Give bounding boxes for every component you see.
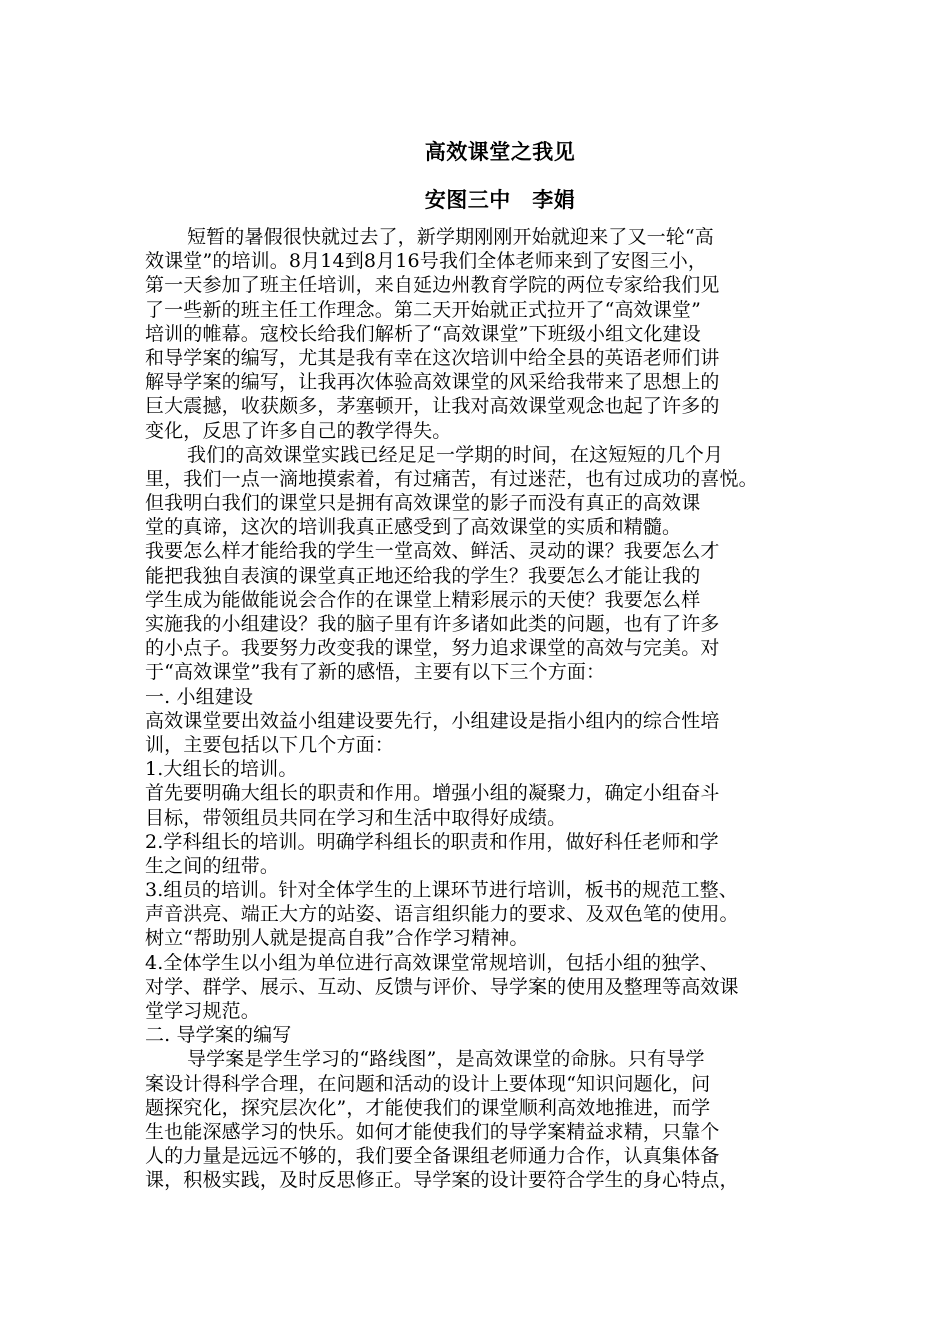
text-line: 一. 小组建设 — [145, 685, 254, 708]
text-line: 堂的真谛，这次的培训我真正感受到了高效课堂的实质和精髓。 — [145, 516, 682, 539]
author-line: 安图三中 李娟 — [424, 188, 576, 212]
text-line: 案设计得科学合理，在问题和活动的设计上要体现“知识问题化，问 — [145, 1072, 711, 1095]
text-line: 人的力量是远远不够的，我们要全备课组老师通力合作，认真集体备 — [145, 1145, 720, 1168]
text-line: 对学、群学、展示、互动、反馈与评价、导学案的使用及整理等高效课 — [145, 975, 739, 998]
text-line: 但我明白我们的课堂只是拥有高效课堂的影子而没有真正的高效课 — [145, 492, 701, 515]
text-line: 里，我们一点一滴地摸索着，有过痛苦，有过迷茫，也有过成功的喜悦。 — [145, 467, 758, 490]
text-line: 于“高效课堂”我有了新的感悟，主要有以下三个方面： — [145, 661, 606, 684]
text-line: 2.学科组长的培训。明确学科组长的职责和作用，做好科任老师和学 — [145, 830, 719, 853]
text-line: 学生成为能做能说会合作的在课堂上精彩展示的天使？我要怎么样 — [145, 588, 701, 611]
text-line: 和导学案的编写，尤其是我有幸在这次培训中给全县的英语老师们讲 — [145, 346, 720, 369]
text-line: 的小点子。我要努力改变我的课堂，努力追求课堂的高效与完美。对 — [145, 637, 720, 660]
text-line: 3.组员的培训。针对全体学生的上课环节进行培训，板书的规范工整、 — [145, 879, 738, 902]
text-line: 能把我独自表演的课堂真正地还给我的学生？我要怎么才能让我的 — [145, 564, 701, 587]
text-line: 树立“帮助别人就是提高自我”合作学习精神。 — [145, 927, 529, 950]
text-line: 训，主要包括以下几个方面： — [145, 733, 394, 756]
text-line: 效课堂”的培训。8月14到8月16号我们全体老师来到了安图三小， — [145, 250, 708, 273]
text-line: 生也能深感学习的快乐。如何才能使我们的导学案精益求精，只靠个 — [145, 1120, 720, 1143]
text-line: 实施我的小组建设？我的脑子里有许多诸如此类的问题，也有了许多 — [145, 613, 720, 635]
text-line: 高效课堂要出效益小组建设要先行，小组建设是指小组内的综合性培 — [145, 709, 720, 732]
text-line: 堂学习规范。 — [145, 1000, 260, 1022]
text-line: 我要怎么样才能给我的学生一堂高效、鲜活、灵动的课？我要怎么才 — [145, 540, 720, 563]
text-line: 题探究化，探究层次化”，才能使我们的课堂顺利高效地推进，而学 — [145, 1096, 711, 1119]
text-line: 课，积极实践，及时反思修正。导学案的设计要符合学生的身心特点， — [145, 1169, 739, 1192]
text-line: 1.大组长的培训。 — [145, 758, 298, 781]
text-line: 声音洪亮、端正大方的站姿、语言组织能力的要求、及双色笔的使用。 — [145, 903, 739, 926]
text-line: 二. 导学案的编写 — [145, 1024, 292, 1047]
text-line: 第一天参加了班主任培训，来自延边州教育学院的两位专家给我们见 — [145, 274, 720, 297]
text-line: 了一些新的班主任工作理念。第二天开始就正式拉开了“高效课堂” — [145, 298, 701, 321]
text-line: 培训的帷幕。寇校长给我们解析了“高效课堂”下班级小组文化建设 — [145, 322, 701, 345]
text-line: 我们的高效课堂实践已经足足一学期的时间，在这短短的几个月 — [187, 443, 724, 466]
body-text — [145, 225, 825, 1193]
text-line: 解导学案的编写，让我再次体验高效课堂的风采给我带来了思想上的 — [145, 371, 720, 394]
text-line: 生之间的纽带。 — [145, 854, 280, 877]
text-line: 4.全体学生以小组为单位进行高效课堂常规培训，包括小组的独学、 — [145, 951, 719, 974]
text-line: 导学案是学生学习的“路线图”，是高效课堂的命脉。只有导学 — [187, 1048, 705, 1071]
text-line: 首先要明确大组长的职责和作用。增强小组的凝聚力，确定小组奋斗 — [145, 782, 720, 805]
text-line: 短暂的暑假很快就过去了，新学期刚刚开始就迎来了又一轮“高 — [187, 226, 714, 248]
text-line: 变化，反思了许多自己的教学得失。 — [145, 419, 452, 442]
text-line: 目标，带领组员共同在学习和生活中取得好成绩。 — [145, 806, 567, 829]
text-line: 巨大震撼，收获颇多，茅塞顿开，让我对高效课堂观念也起了许多的 — [145, 395, 720, 418]
document-title: 高效课堂之我见 — [424, 140, 576, 164]
